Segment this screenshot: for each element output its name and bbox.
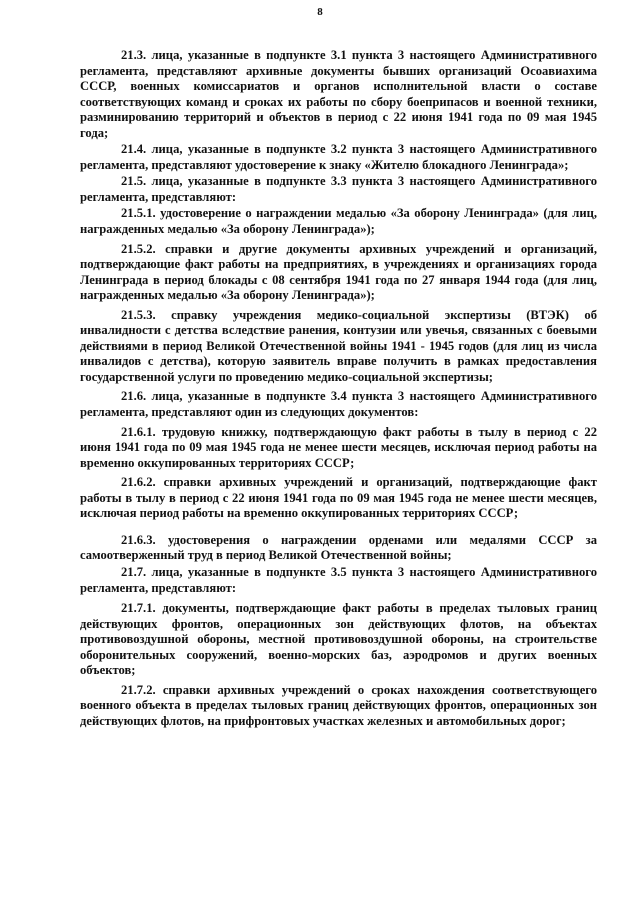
paragraph-21-5: 21.5. лица, указанные в подпункте 3.3 пункта 3 настоящего Административного регламента, представляют: [80, 174, 597, 204]
paragraph-21-4: 21.4. лица, указанные в подпункте 3.2 пункта 3 настоящего Административного регламента, представляют удостоверение к знаку «Жителю блокадного Ленинграда»; [80, 142, 597, 172]
paragraph-21-7-1: 21.7.1. документы, подтверждающие факт работы в пределах тыловых границ действующих фронтов, операционных зон действующих флотов, на объектах противовоздушной обороны, местной противовоздушной обороны, на строительстве оборонительных сооружений, военно-морских баз, аэродромов и других военных объектов; [80, 601, 597, 678]
document-text [80, 48, 597, 729]
paragraph-21-7: 21.7. лица, указанные в подпункте 3.5 пункта 3 настоящего Административного регламента, представляют: [80, 564, 597, 595]
paragraph-21-6-2: 21.6.2. справки архивных учреждений и организаций, подтверждающие факт работы в тылу в период с 22 июня 1941 года по 09 мая 1945 года не менее шести месяцев, исключая период работы на временно оккупированных территориях СССР; [80, 475, 597, 521]
paragraph-21-5-2: 21.5.2. справки и другие документы архивных учреждений и организаций, подтверждающие факт работы на предприятиях, в учреждениях и организациях города Ленинграда в период блокады с 08 сентября 1941 года по 27 января 1944 года (для лиц, награжденных медалью «За оборону Ленинграда»); [80, 241, 597, 303]
page-number: 8 [317, 6, 323, 18]
paragraph-21-3: 21.3. лица, указанные в подпункте 3.1 пункта 3 настоящего Административного регламента, представляют архивные документы бывших организаций Осоавиахима СССР, военных комиссариатов и органов исполнительной власти о составе соответствующих команд и сроках их работы по сбору боеприпасов и военной техники, разминированию территорий и объектов в период с 22 июня 1941 года по 09 мая 1945 года; [80, 48, 597, 140]
paragraph-21-6-1: 21.6.1. трудовую книжку, подтверждающую факт работы в тылу в период с 22 июня 1941 года по 09 мая 1945 года не менее шести месяцев, исключая период работы на временно оккупированных территориях СССР; [80, 424, 597, 470]
paragraph-21-6: 21.6. лица, указанные в подпункте 3.4 пункта 3 настоящего Административного регламента, представляют один из следующих документов: [80, 389, 597, 420]
paragraph-21-6-3: 21.6.3. удостоверения о награждении орденами или медалями СССР за самоотверженный труд в период Великой Отечественной войны; [80, 532, 597, 563]
paragraph-21-7-2: 21.7.2. справки архивных учреждений о сроках нахождения соответствующего военного объекта в пределах тыловых границ действующих фронтов, операционных зон действующих флотов, на прифронтовых участках железных и автомобильных дорог; [80, 682, 597, 728]
paragraph-21-5-3: 21.5.3. справку учреждения медико-социальной экспертизы (ВТЭК) об инвалидности с детства вследствие ранения, контузии или увечья, связанных с боевыми действиями в период Великой Отечественной войны 1941 - 1945 годов (для лиц из числа инвалидов с детства), которую заявитель вправе получить в рамках предоставления государственной услуги по проведению медико-социальной экспертизы; [80, 307, 597, 384]
paragraph-21-5-1: 21.5.1. удостоверение о награждении медалью «За оборону Ленинграда» (для лиц, награжденных медалью «За оборону Ленинграда»); [80, 206, 597, 237]
